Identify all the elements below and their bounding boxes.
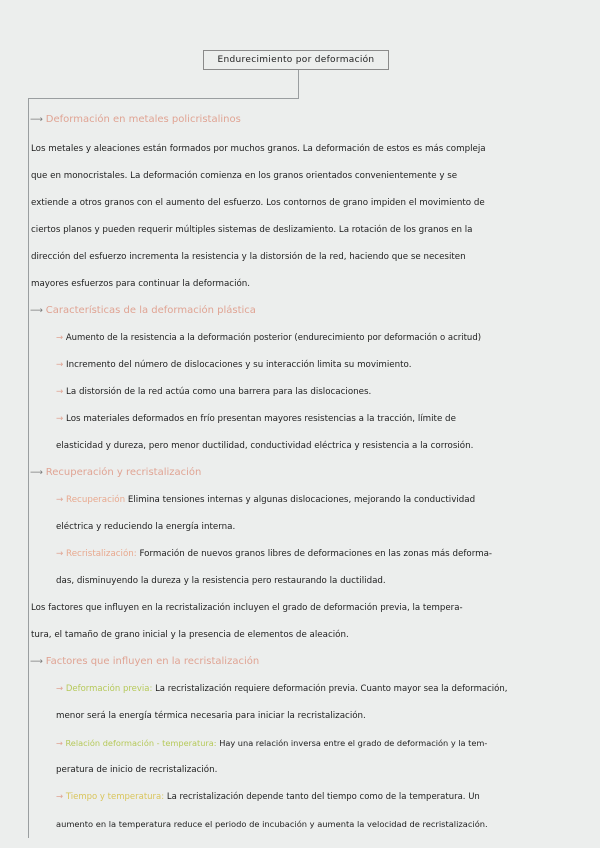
arrow-icon: →: [56, 495, 64, 505]
list-item: [56, 332, 481, 344]
section-heading: Recuperación y recristalización: [45, 467, 202, 478]
list-item-text: Aumento de la resistencia a la deformación posterior (endurecimiento por deformación o acritud): [65, 333, 482, 343]
arrow-icon: →: [56, 387, 64, 397]
keyword-label: Deformación previa:: [65, 684, 153, 694]
text-line: extiende a otros granos con el aumento del esfuerzo. Los contornos de grano impiden el movimiento de: [31, 198, 485, 208]
title-box: [203, 50, 389, 70]
text-line: aumento en la temperatura reduce el periodo de incubación y aumenta la velocidad de recristalización.: [56, 819, 488, 829]
text-line: mayores esfuerzos para continuar la deformación.: [31, 279, 251, 289]
text-line: elasticidad y dureza, pero menor ductilidad, conductividad eléctrica y resistencia a la corrosión.: [56, 441, 474, 451]
section-heading: Características de la deformación plástica: [45, 305, 256, 316]
list-item-text: La recristalización depende tanto del tiempo como de la temperatura. Un: [166, 792, 480, 802]
section-1-header: [30, 114, 241, 126]
section-heading: Factores que influyen en la recristalización: [45, 656, 260, 667]
branch-line-main: [28, 98, 29, 838]
arrow-icon: ⟶: [30, 115, 43, 125]
title-connector: [298, 70, 299, 98]
arrow-icon: ⟶: [30, 468, 43, 478]
list-item: [56, 548, 492, 560]
text-line: peratura de inicio de recristalización.: [56, 765, 218, 775]
text-line: eléctrica y reduciendo la energía interna.: [56, 522, 236, 532]
section-3-header: [30, 467, 201, 479]
list-item-text: Formación de nuevos granos libres de deformaciones en las zonas más deforma-: [139, 549, 493, 559]
text-line: ciertos planos y pueden requerir múltiples sistemas de deslizamiento. La rotación de los granos en la: [31, 225, 473, 235]
arrow-icon: →: [56, 738, 63, 748]
text-line: tura, el tamaño de grano inicial y la presencia de elementos de aleación.: [31, 630, 349, 640]
page-title: Endurecimiento por deformación: [217, 55, 375, 65]
arrow-icon: →: [56, 684, 64, 694]
arrow-icon: →: [56, 549, 64, 559]
list-item: [56, 413, 456, 425]
list-item: [56, 494, 475, 506]
arrow-icon: ⟶: [30, 306, 43, 316]
list-item-text: La recristalización requiere deformación previa. Cuanto mayor sea la deformación,: [155, 684, 508, 694]
text-line: dirección del esfuerzo incrementa la resistencia y la distorsión de la red, haciendo que se necesiten: [31, 252, 466, 262]
arrow-icon: ⟶: [30, 657, 43, 667]
list-item: [56, 791, 480, 803]
text-line: Los factores que influyen en la recristalización incluyen el grado de deformación previa, la tempera-: [31, 603, 463, 613]
list-item-text: Hay una relación inversa entre el grado de deformación y la tem-: [219, 738, 488, 748]
list-item-text: Elimina tensiones internas y algunas dislocaciones, mejorando la conductividad: [127, 495, 476, 505]
section-4-header: [30, 656, 259, 668]
branch-line-top: [28, 98, 299, 99]
arrow-icon: →: [56, 360, 64, 370]
keyword-label: Recuperación: [66, 495, 126, 505]
list-item-text: Los materiales deformados en frío presentan mayores resistencias a la tracción, límite de: [66, 414, 456, 424]
list-item: [56, 386, 371, 398]
arrow-icon: →: [56, 792, 64, 802]
list-item-text: Incremento del número de dislocaciones y su interacción limita su movimiento.: [66, 360, 412, 370]
list-item: [56, 737, 487, 749]
list-item: [56, 359, 411, 371]
keyword-label: Recristalización:: [66, 549, 137, 559]
text-line: Los metales y aleaciones están formados por muchos granos. La deformación de estos es más compleja: [31, 144, 486, 154]
arrow-icon: →: [56, 333, 64, 343]
keyword-label: Relación deformación - temperatura:: [65, 738, 217, 748]
list-item: [56, 683, 507, 695]
arrow-icon: →: [56, 414, 64, 424]
list-item-text: La distorsión de la red actúa como una barrera para las dislocaciones.: [66, 387, 372, 397]
section-2-header: [30, 305, 256, 317]
keyword-label: Tiempo y temperatura:: [65, 792, 165, 802]
text-line: menor será la energía térmica necesaria para iniciar la recristalización.: [56, 711, 366, 721]
text-line: que en monocristales. La deformación comienza en los granos orientados convenientemente y se: [31, 171, 458, 181]
text-line: das, disminuyendo la dureza y la resistencia pero restaurando la ductilidad.: [56, 576, 386, 586]
section-heading: Deformación en metales policristalinos: [45, 114, 241, 125]
